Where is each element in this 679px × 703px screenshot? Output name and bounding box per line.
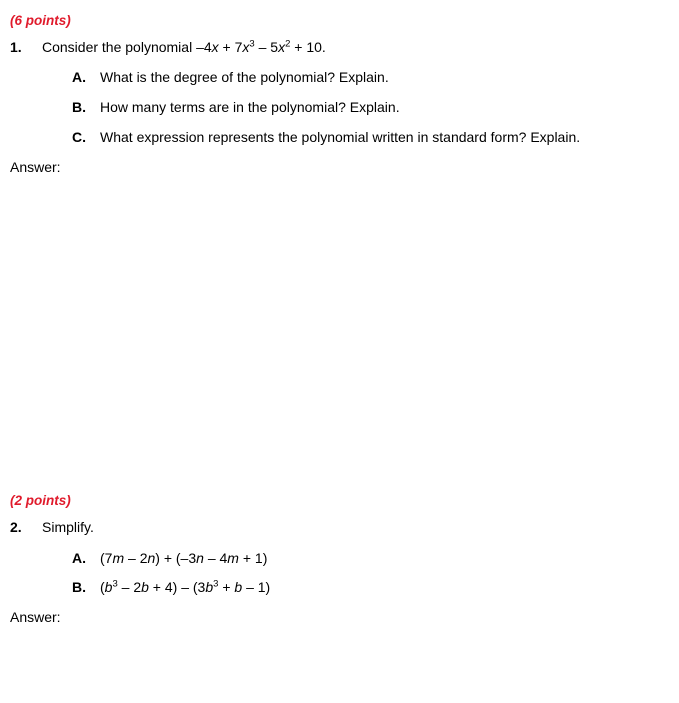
sub-item-letter: A. [72, 550, 86, 566]
sub-item-letter: B. [72, 579, 86, 595]
sub-item-letter: C. [72, 129, 86, 145]
question-number: 2. [10, 519, 22, 535]
sub-item-text: What expression represents the polynomial written in standard form? Explain. [100, 129, 581, 145]
sub-item-a [72, 70, 679, 85]
question-prompt: Simplify. [42, 519, 94, 535]
question-2 [10, 520, 679, 535]
question-number: 1. [10, 39, 22, 55]
sub-item-c [72, 130, 679, 145]
question-1 [10, 40, 679, 55]
sub-item-text: What is the degree of the polynomial? Explain. [100, 69, 389, 85]
sub-item-b [72, 580, 679, 595]
sub-item-text: How many terms are in the polynomial? Explain. [100, 99, 400, 115]
sub-item-text: (7m – 2n) + (–3n – 4m + 1) [100, 550, 268, 566]
answer-label: Answer: [10, 609, 61, 625]
sub-item-letter: A. [72, 69, 86, 85]
sub-item-a [72, 551, 679, 566]
points-label: (6 points) [10, 13, 71, 28]
answer-label: Answer: [10, 159, 61, 175]
question-prompt: Consider the polynomial $-4x + 7x^3 - 5x^2 + 10$. [42, 38, 326, 55]
sub-item-text: $(b^3 - 2b + 4) - (3b^3 + b - 1)$ [100, 578, 271, 595]
sub-item-letter: B. [72, 99, 86, 115]
sub-item-b [72, 100, 679, 115]
points-label: (2 points) [10, 493, 71, 508]
